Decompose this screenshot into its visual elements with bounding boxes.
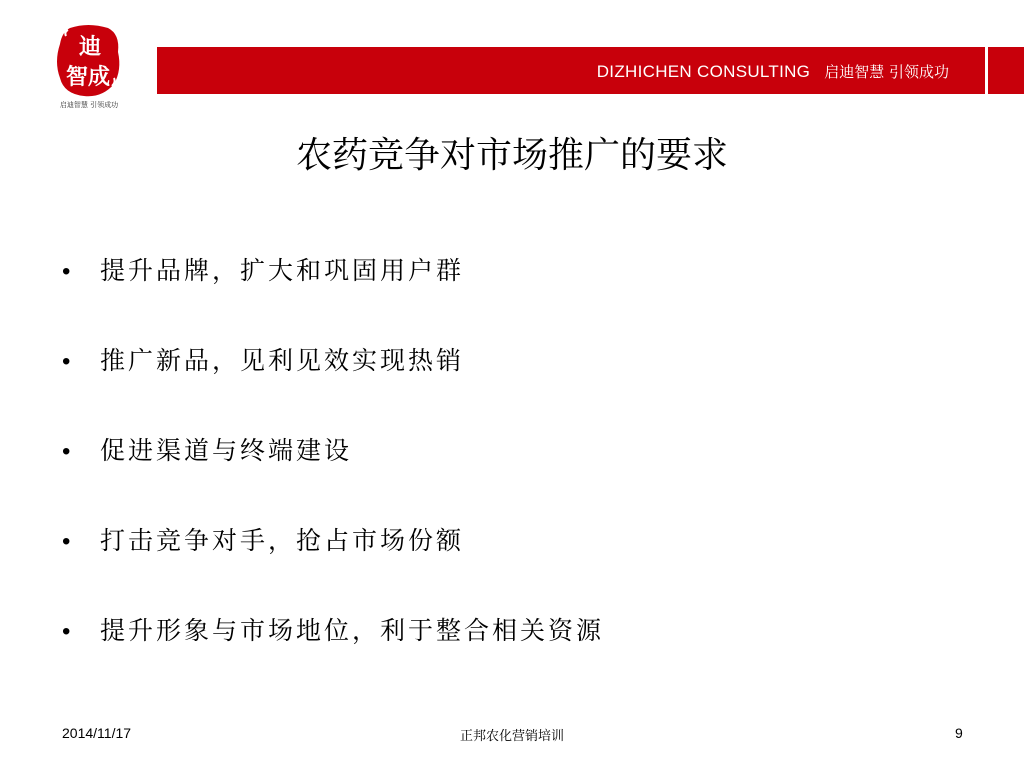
bullet-item — [62, 336, 604, 426]
header-brand — [597, 47, 949, 94]
header-brand-cn: 启迪智慧 引领成功 — [824, 63, 949, 81]
bullet-text: 打击竞争对手，抢占市场份额 — [100, 526, 465, 555]
header-brand-en: DIZHICHEN CONSULTING — [596, 62, 811, 81]
footer-title: 正邦农化营销培训 — [459, 729, 564, 744]
bullet-icon: • — [62, 348, 71, 375]
bullet-item — [62, 516, 604, 606]
bullet-text: 提升品牌，扩大和巩固用户群 — [100, 256, 465, 285]
bullet-text: 提升形象与市场地位，利于整合相关资源 — [100, 616, 605, 645]
header-banner — [157, 47, 985, 94]
bullet-icon: • — [62, 528, 71, 555]
footer-date: 2014/11/17 — [62, 725, 132, 741]
slide-title: 农药竞争对市场推广的要求 — [295, 135, 728, 176]
bullet-icon: • — [62, 618, 71, 645]
logo-char-bottom: 智成 — [65, 65, 111, 90]
bullet-list — [62, 246, 604, 696]
logo-char-top: 迪 — [78, 35, 102, 60]
company-logo — [50, 22, 128, 116]
bullet-item — [62, 246, 604, 336]
bullet-icon: • — [62, 258, 71, 285]
header-banner-end — [988, 47, 1024, 94]
bullet-icon: • — [62, 438, 71, 465]
logo-tagline: 启迪智慧 引领成功 — [59, 101, 119, 109]
seal-logo-icon — [50, 22, 128, 100]
bullet-item — [62, 426, 604, 516]
page-number: 9 — [955, 725, 963, 741]
bullet-text: 推广新品，见利见效实现热销 — [100, 346, 465, 375]
bullet-text: 促进渠道与终端建设 — [100, 436, 353, 465]
bullet-item — [62, 606, 604, 696]
